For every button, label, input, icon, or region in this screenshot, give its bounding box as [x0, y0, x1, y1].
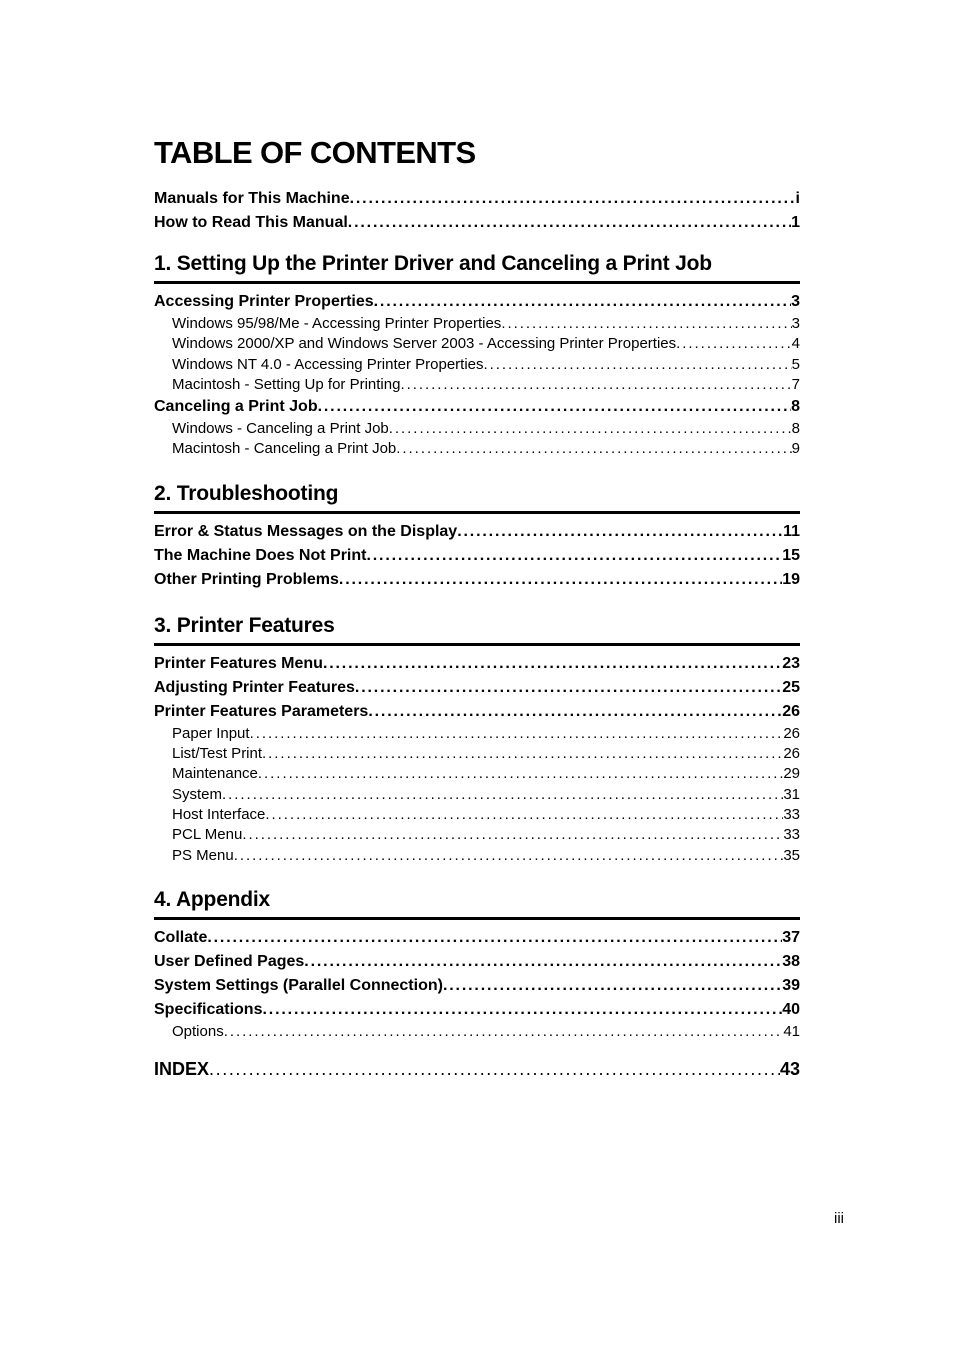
toc-entry-page: 33	[783, 826, 800, 844]
section-heading[interactable]: 2. Troubleshooting	[154, 477, 800, 514]
toc-entry[interactable]	[154, 211, 800, 235]
dot-leader	[389, 419, 792, 439]
toc-entry[interactable]	[154, 520, 800, 544]
toc-intro	[154, 187, 800, 235]
toc-entry-label: PCL Menu	[172, 826, 243, 844]
toc-subentry[interactable]	[154, 724, 800, 744]
toc-entry-label: Host Interface	[172, 805, 266, 823]
toc-subentry[interactable]	[154, 314, 800, 334]
toc-entry[interactable]	[154, 926, 800, 950]
toc-entry-page: 19	[782, 570, 800, 588]
toc-subentry[interactable]	[154, 846, 800, 866]
toc-entry-page: 33	[783, 805, 800, 823]
toc-entry-page: 26	[783, 724, 800, 742]
dot-leader	[501, 314, 791, 334]
toc-entry-label: Error & Status Messages on the Display	[154, 522, 458, 540]
dot-leader	[207, 926, 782, 950]
toc-subentry[interactable]	[154, 785, 800, 805]
toc-entry-label: PS Menu	[172, 846, 234, 864]
toc-entry-label: Windows 2000/XP and Windows Server 2003 - Accessing Printer Properties	[172, 335, 677, 353]
toc-entry-label: Windows NT 4.0 - Accessing Printer Properties	[172, 355, 484, 373]
toc-entry-page: 40	[782, 1000, 800, 1018]
toc-entry-label: Options	[172, 1022, 224, 1040]
toc-entry-page: 38	[782, 952, 800, 970]
dot-leader	[224, 1022, 784, 1042]
toc-entry-label: Specifications	[154, 1000, 263, 1018]
toc-subentry[interactable]	[154, 419, 800, 439]
toc-subentry[interactable]	[154, 439, 800, 459]
toc-entry[interactable]	[154, 290, 800, 314]
toc-entry-label: Manuals for This Machine	[154, 190, 350, 207]
dot-leader	[250, 724, 784, 744]
dot-leader	[366, 544, 782, 568]
toc-entry[interactable]	[154, 974, 800, 998]
dot-leader	[258, 764, 783, 784]
toc-entry[interactable]	[154, 998, 800, 1022]
dot-leader	[484, 355, 792, 375]
toc-entry[interactable]	[154, 568, 800, 592]
toc-entry-page: 31	[783, 785, 800, 803]
dot-leader	[339, 568, 782, 592]
page-number: iii	[834, 1210, 844, 1227]
dot-leader	[222, 785, 783, 805]
toc-entry[interactable]	[154, 700, 800, 724]
toc-entry-label: INDEX	[154, 1059, 210, 1080]
toc-subentry[interactable]	[154, 355, 800, 375]
toc-entry-label: User Defined Pages	[154, 952, 305, 970]
toc-entry-page: 26	[782, 702, 800, 720]
toc-entry-label: Macintosh - Canceling a Print Job	[172, 440, 397, 458]
toc-entry-page: 23	[782, 654, 800, 672]
toc-entry[interactable]	[154, 395, 800, 419]
dot-leader	[348, 211, 791, 235]
toc-entry-page: 7	[791, 375, 800, 393]
toc-entry-page: 9	[791, 440, 800, 458]
toc-entry-page: 5	[791, 355, 800, 373]
toc-entry-page: 15	[782, 546, 800, 564]
toc-entry[interactable]	[154, 676, 800, 700]
toc-entry-label: Printer Features Parameters	[154, 702, 369, 720]
section-heading[interactable]: 1. Setting Up the Printer Driver and Canceling a Print Job	[154, 247, 800, 284]
toc-entry-label: Windows - Canceling a Print Job	[172, 420, 389, 438]
toc-entry-page: 29	[783, 765, 800, 783]
dot-leader	[234, 846, 784, 866]
toc-entry-label: Adjusting Printer Features	[154, 678, 355, 696]
dot-leader	[262, 744, 783, 764]
toc-entry-index[interactable]	[154, 1054, 800, 1084]
toc-entry-label: Maintenance	[172, 765, 258, 783]
toc-subentry[interactable]	[154, 825, 800, 845]
toc-entry-page: 1	[791, 214, 800, 231]
toc-subentry[interactable]	[154, 764, 800, 784]
toc-entry-page: 41	[783, 1022, 800, 1040]
toc-entry-page: 11	[783, 522, 800, 540]
toc-entry-page: 35	[783, 846, 800, 864]
toc-subentry[interactable]	[154, 1022, 800, 1042]
toc-entry-label: Macintosh - Setting Up for Printing	[172, 375, 401, 393]
dot-leader	[396, 439, 791, 459]
toc-sections	[154, 235, 800, 1042]
toc-entry[interactable]	[154, 652, 800, 676]
dot-leader	[265, 805, 783, 825]
section-heading[interactable]: 4. Appendix	[154, 883, 800, 920]
dot-leader	[242, 825, 783, 845]
toc-entry-label: Printer Features Menu	[154, 654, 323, 672]
dot-leader	[209, 1054, 780, 1084]
dot-leader	[676, 334, 792, 354]
toc-entry[interactable]	[154, 187, 800, 211]
dot-leader	[355, 676, 782, 700]
toc-entry-page: 25	[782, 678, 800, 696]
toc-entry[interactable]	[154, 544, 800, 568]
toc-entry-page: 39	[782, 976, 800, 994]
dot-leader	[374, 290, 791, 314]
dot-leader	[350, 187, 796, 211]
toc-entry-page: 3	[791, 293, 800, 310]
toc-entry-label: The Machine Does Not Print	[154, 546, 367, 564]
section-heading[interactable]: 3. Printer Features	[154, 609, 800, 646]
toc-entry-page: 8	[791, 398, 800, 416]
toc-entry-page: i	[795, 190, 800, 207]
toc-entry-page: 37	[782, 928, 800, 946]
toc-content	[154, 187, 800, 1084]
toc-entry-label: Accessing Printer Properties	[154, 293, 374, 310]
toc-entry[interactable]	[154, 950, 800, 974]
toc-entry-label: Other Printing Problems	[154, 570, 339, 588]
toc-subentry[interactable]	[154, 744, 800, 764]
toc-entry-label: How to Read This Manual	[154, 214, 348, 231]
dot-leader	[443, 974, 782, 998]
toc-entry-label: System	[172, 785, 223, 803]
toc-entry-page: 43	[779, 1059, 800, 1080]
dot-leader	[400, 375, 791, 395]
dot-leader	[323, 652, 782, 676]
page-title: TABLE OF CONTENTS	[154, 135, 476, 170]
toc-entry-label: Paper Input	[172, 724, 250, 742]
toc-entry-page: 3	[791, 315, 800, 332]
toc-entry-page: 8	[791, 420, 800, 438]
dot-leader	[304, 950, 782, 974]
toc-subentry[interactable]	[154, 375, 800, 395]
toc-entry-label: System Settings (Parallel Connection)	[154, 976, 443, 994]
toc-subentry[interactable]	[154, 334, 800, 354]
toc-subentry[interactable]	[154, 805, 800, 825]
toc-entry-label: List/Test Print	[172, 745, 263, 763]
dot-leader	[262, 998, 782, 1022]
dot-leader	[318, 395, 792, 419]
dot-leader	[457, 520, 783, 544]
toc-entry-page: 26	[783, 745, 800, 763]
dot-leader	[368, 700, 782, 724]
toc-entry-page: 4	[791, 335, 800, 353]
toc-entry-label: Collate	[154, 928, 208, 946]
toc-entry-label: Windows 95/98/Me - Accessing Printer Properties	[172, 315, 502, 332]
toc-entry-label: Canceling a Print Job	[154, 398, 318, 416]
